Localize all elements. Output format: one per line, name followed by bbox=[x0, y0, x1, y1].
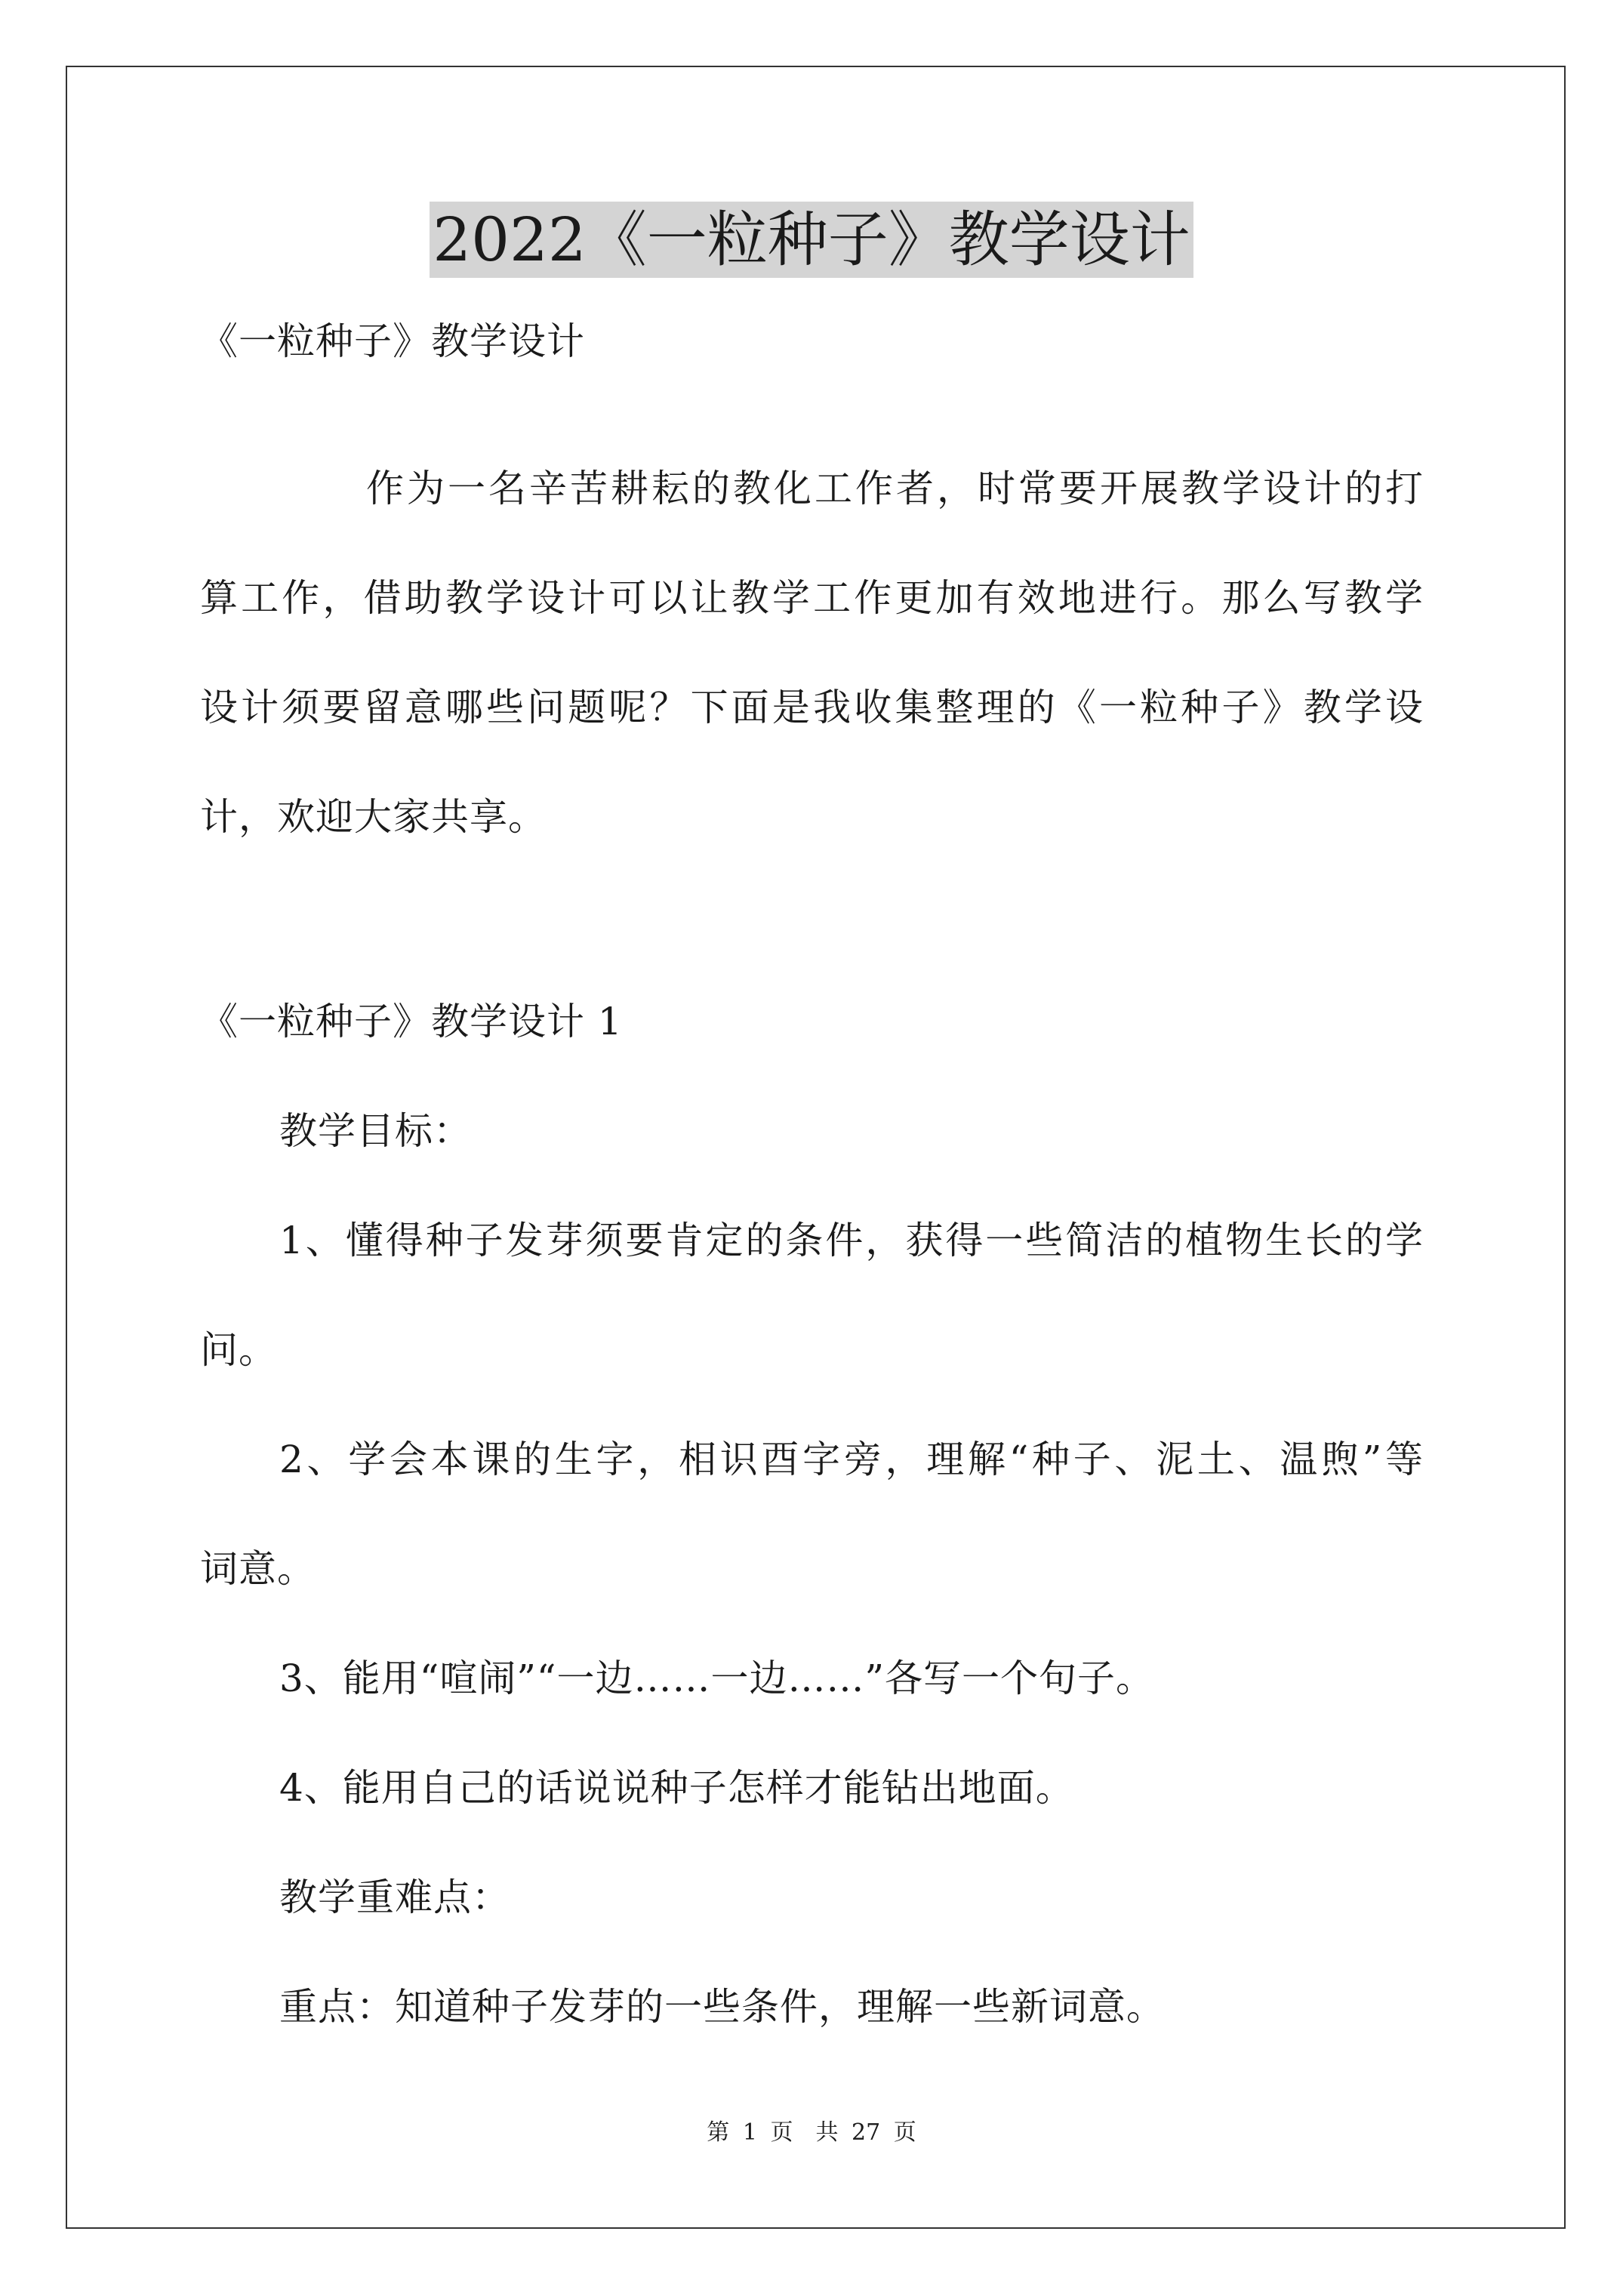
section-heading: 《一粒种子》教学设计 1 bbox=[200, 1000, 623, 1043]
objective-2-line-1: 2、学会本课的生字，相识酉字旁，理解“种子、泥土、温煦”等 bbox=[279, 1438, 1423, 1481]
key-point: 重点：知道种子发芽的一些条件，理解一些新词意。 bbox=[279, 1985, 1165, 2029]
objective-2-line-2: 词意。 bbox=[200, 1547, 316, 1591]
intro-line-1: 作为一名辛苦耕耘的教化工作者，时常要开展教学设计的打 bbox=[366, 467, 1423, 510]
intro-line-2: 算工作，借助教学设计可以让教学工作更加有效地进行。那么写教学 bbox=[200, 576, 1423, 620]
objective-1-line-2: 问。 bbox=[200, 1328, 277, 1372]
objectives-heading: 教学目标： bbox=[279, 1109, 472, 1153]
key-points-heading: 教学重难点： bbox=[279, 1875, 510, 1919]
objective-4: 4、能用自己的话说说种子怎样才能钻出地面。 bbox=[279, 1766, 1074, 1810]
document-title bbox=[0, 199, 1623, 282]
intro-line-3: 设计须要留意哪些问题呢？下面是我收集整理的《一粒种子》教学设 bbox=[200, 686, 1423, 729]
document-subtitle: 《一粒种子》教学设计 bbox=[200, 319, 585, 363]
page-footer bbox=[0, 2118, 1623, 2148]
objective-1-line-1: 1、懂得种子发芽须要肯定的条件，获得一些简洁的植物生长的学 bbox=[279, 1219, 1423, 1262]
objective-3: 3、能用“喧闹”“一边……一边……”各写一个句子。 bbox=[279, 1657, 1155, 1700]
page-number: 第 1 页 共 27 页 bbox=[707, 2119, 916, 2146]
document-title-text: 2022《一粒种子》教学设计 bbox=[430, 202, 1193, 278]
intro-line-4: 计，欢迎大家共享。 bbox=[200, 795, 547, 839]
